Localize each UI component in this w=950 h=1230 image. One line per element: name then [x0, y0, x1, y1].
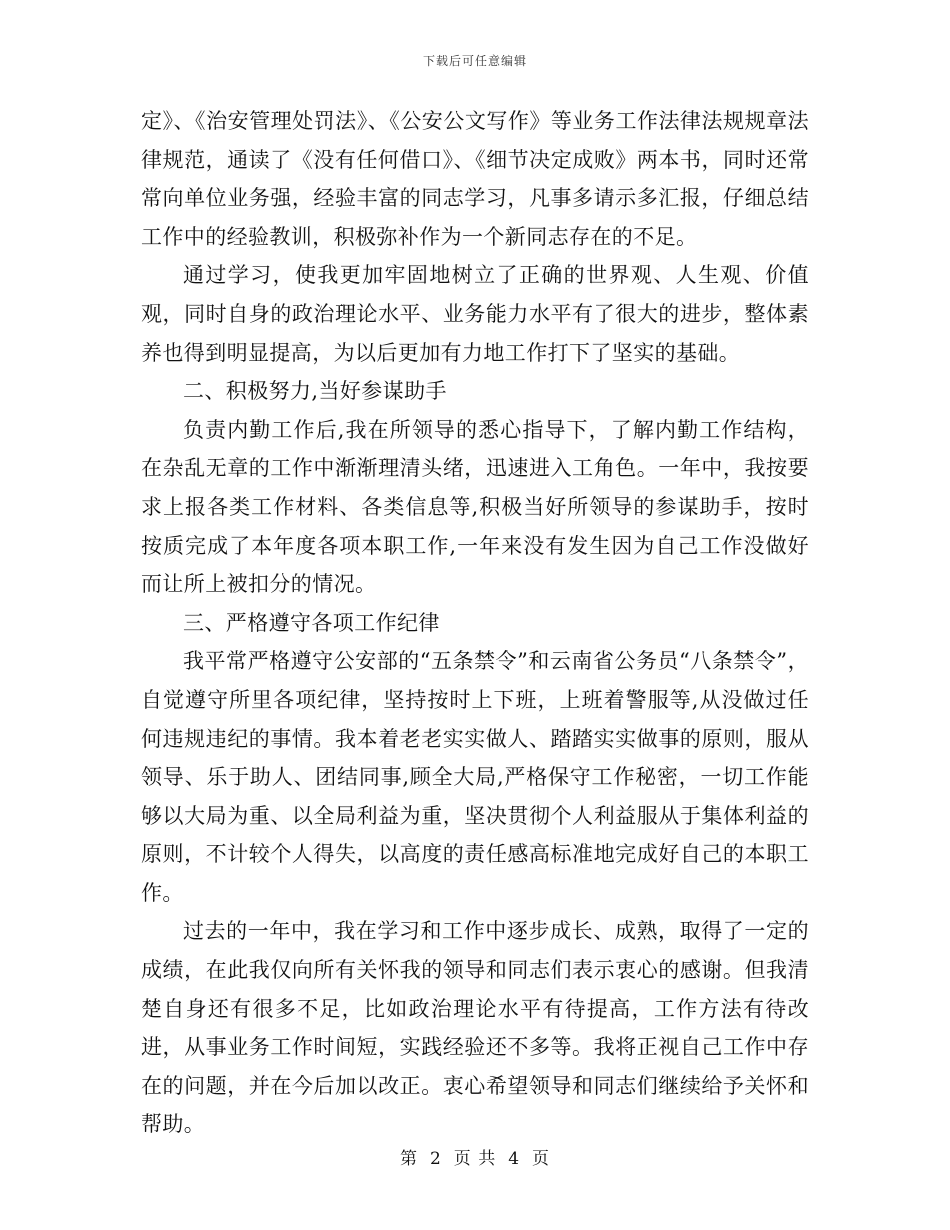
- paragraph-discipline: 我平常严格遵守公安部的“五条禁令”和云南省公务员“八条禁令”，自觉遵守所里各项纪律，坚持按时上下班，上班着警服等,从没做过任何违规违纪的事情。我本着老老实实做人、踏踏实实做事的原则，服从领导、乐于助人、团结同事,顾全大局,严格保守工作秘密，一切工作能够以大局为重、以全局利益为重，坚决贯彻个人利益服从于集体利益的原则，不计较个人得失，以高度的责任感高标准地完成好自己的本职工作。: [141, 649, 809, 905]
- paragraph-intro-continued: 定》、《治安管理处罚法》、《公安公文写作》等业务工作法律法规规章法律规范，通读了《没有任何借口》、《细节决定成败》两本书，同时还常常向单位业务强，经验丰富的同志学习，凡事多请示多汇报，仔细总结工作中的经验教训，积极弥补作为一个新同志存在的不足。: [141, 109, 809, 249]
- footer-suffix: 页: [532, 1149, 551, 1169]
- section-heading-2: 二、积极努力,当好参谋助手: [183, 379, 447, 404]
- document-body: [141, 102, 809, 1144]
- footer-page-number: 2: [429, 1149, 442, 1169]
- paragraph-study-results: 通过学习，使我更加牢固地树立了正确的世界观、人生观、价值观，同时自身的政治理论水平、业务能力水平有了很大的进步，整体素养也得到明显提高，为以后更加有力地工作打下了坚实的基础。: [141, 263, 809, 365]
- footer-prefix: 第: [399, 1149, 418, 1169]
- section-heading-3: 三、严格遵守各项工作纪律: [183, 610, 440, 635]
- footer-middle: 页 共: [453, 1149, 497, 1169]
- paragraph-internal-work: 负责内勤工作后,我在所领导的悉心指导下，了解内勤工作结构，在杂乱无章的工作中渐渐理清头绪，迅速进入工角色。一年中，我按要求上报各类工作材料、各类信息等,积极当好所领导的参谋助手，按时按质完成了本年度各项本职工作,一年来没有发生因为自己工作没做好而让所上被扣分的情况。: [141, 417, 809, 597]
- page-header-note: 下载后可任意编辑: [422, 54, 527, 68]
- footer-total-pages: 4: [508, 1149, 521, 1169]
- paragraph-conclusion: 过去的一年中，我在学习和工作中逐步成长、成熟，取得了一定的成绩，在此我仅向所有关怀我的领导和同志们表示衷心的感谢。但我清楚自身还有很多不足，比如政治理论水平有待提高，工作方法有待改进，从事业务工作时间短，实践经验还不多等。我将正视自己工作中存在的问题，并在今后加以改正。衷心希望领导和同志们继续给予关怀和帮助。: [141, 919, 809, 1137]
- page-footer: [0, 1144, 950, 1169]
